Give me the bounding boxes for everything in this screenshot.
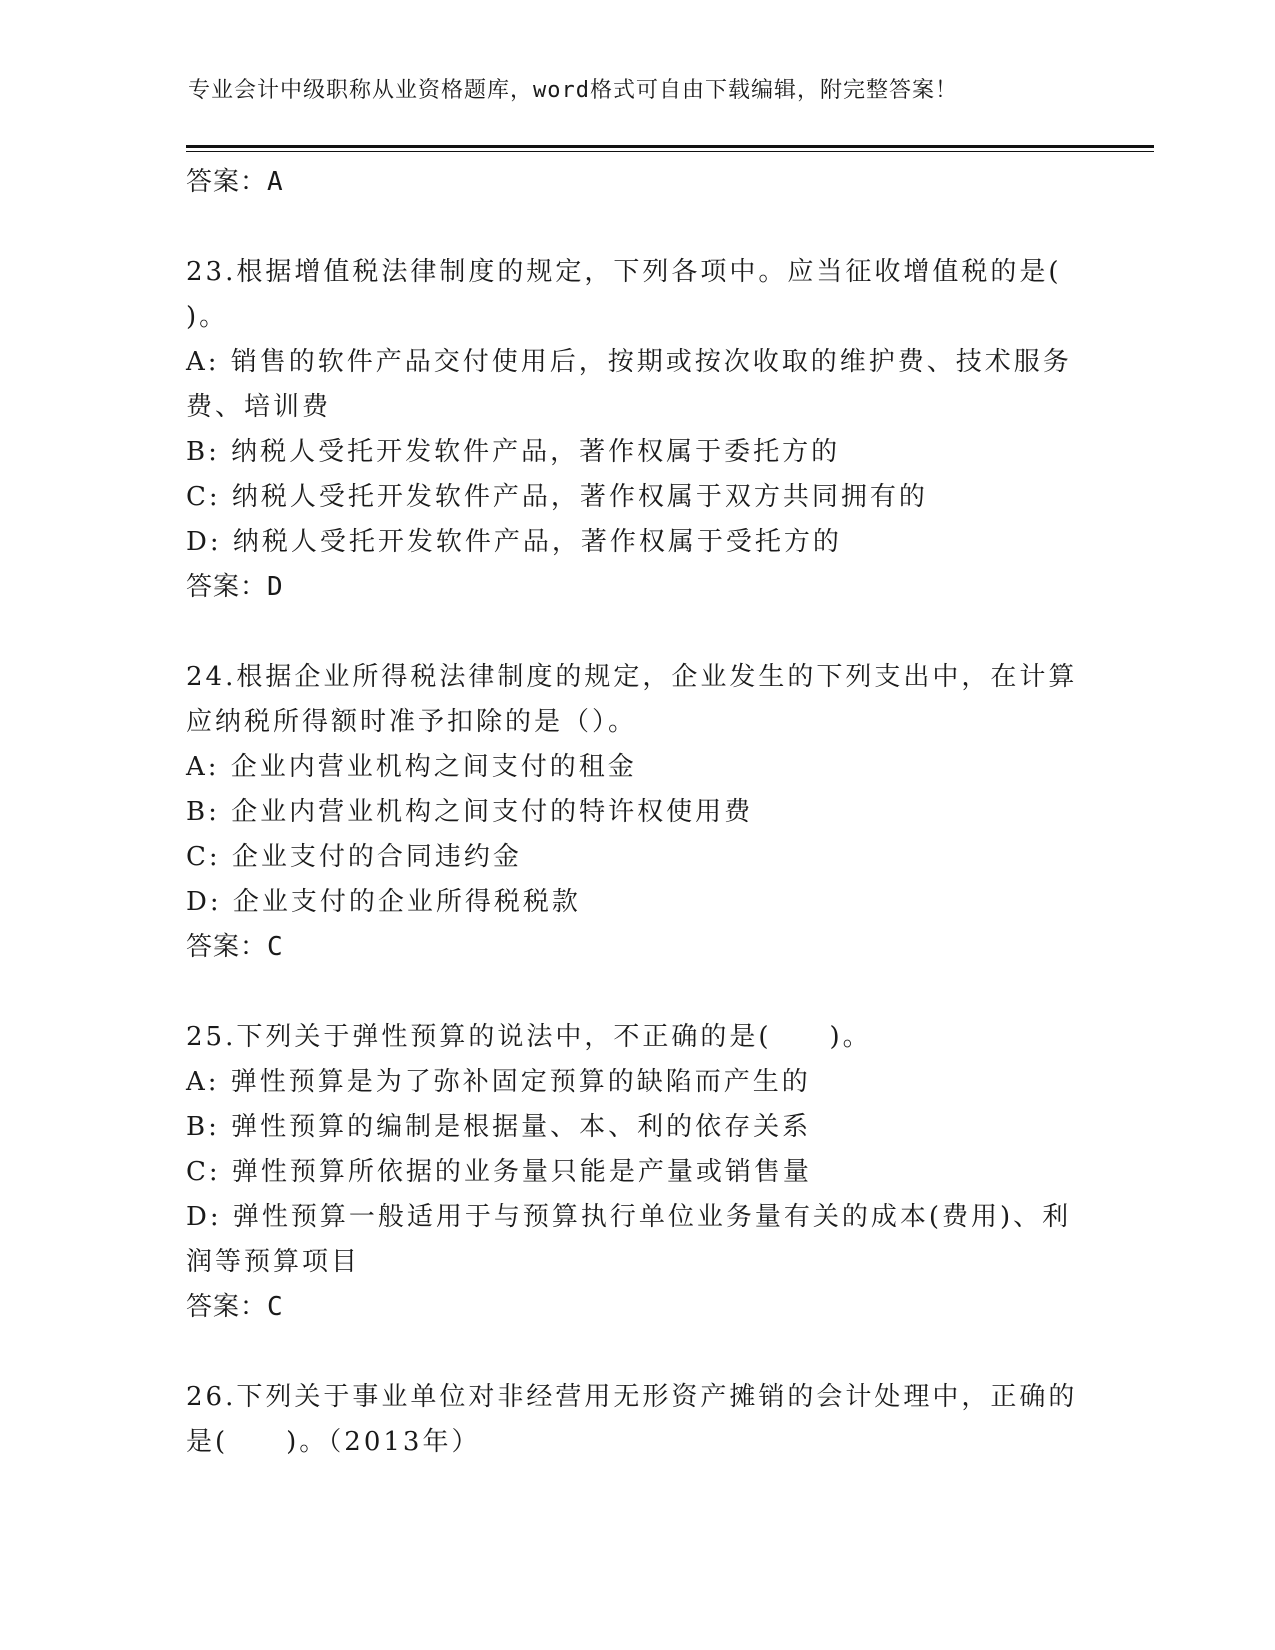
answer-line: 答案：C [186,932,284,962]
option-b: B: 企业内营业机构之间支付的特许权使用费 [186,797,754,827]
option-c: C: 弹性预算所依据的业务量只能是产量或销售量 [186,1157,812,1187]
option-b: B: 纳税人受托开发软件产品，著作权属于委托方的 [186,437,841,467]
answer-line: 答案：D [186,572,284,602]
option-c: C: 企业支付的合同违约金 [186,842,522,872]
question-gap [186,205,1086,250]
option-d: D: 弹性预算一般适用于与预算执行单位业务量有关的成本(费用)、利 [186,1202,1072,1232]
option-d-continued: 润等预算项目 [186,1247,361,1277]
question-gap [186,970,1086,1015]
header-rule-thick [186,145,1154,148]
question-text-line: 23.根据增值税法律制度的规定，下列各项中。应当征收增值税的是( [186,257,1062,287]
question-text-line: 应纳税所得额时准予扣除的是（）。 [186,707,638,737]
option-b: B: 弹性预算的编制是根据量、本、利的依存关系 [186,1112,812,1142]
option-d: D: 企业支付的企业所得税税款 [186,887,581,917]
option-a: A: 销售的软件产品交付使用后，按期或按次收取的维护费、技术服务 [186,347,1072,377]
question-24 [186,655,1086,970]
answer-line: 答案：C [186,1292,284,1322]
question-23 [186,250,1086,610]
question-text-line: 24.根据企业所得税法律制度的规定，企业发生的下列支出中，在计算 [186,662,1078,692]
question-gap [186,1330,1086,1375]
header-rule-thin [186,151,1154,152]
question-26 [186,1375,1086,1465]
question-text-line: 是( )。（2013年） [186,1427,481,1457]
option-d: D: 纳税人受托开发软件产品，著作权属于受托方的 [186,527,842,557]
document-body [186,160,1086,1465]
question-text-line: 25.下列关于弹性预算的说法中，不正确的是( )。 [186,1022,872,1052]
question-text-line: 26.下列关于事业单位对非经营用无形资产摊销的会计处理中，正确的 [186,1382,1078,1412]
question-text-line: )。 [186,302,229,332]
answer-line: 答案：A [186,167,284,197]
option-c: C: 纳税人受托开发软件产品，著作权属于双方共同拥有的 [186,482,928,512]
page-header: 专业会计中级职称从业资格题库，word格式可自由下载编辑，附完整答案！ [188,78,958,103]
option-a: A: 弹性预算是为了弥补固定预算的缺陷而产生的 [186,1067,811,1097]
option-a-continued: 费、培训费 [186,392,332,422]
question-gap [186,610,1086,655]
option-a: A: 企业内营业机构之间支付的租金 [186,752,637,782]
question-25 [186,1015,1086,1330]
